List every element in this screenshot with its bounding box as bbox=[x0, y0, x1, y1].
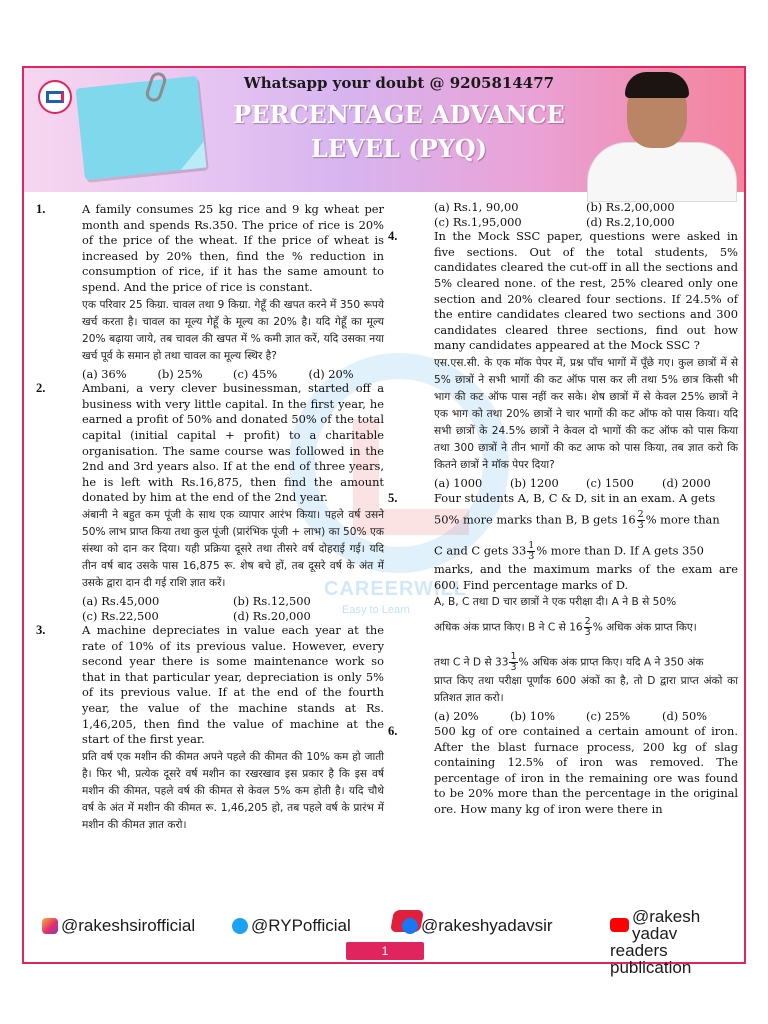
option-b: (b) Rs.12,500 bbox=[233, 593, 311, 608]
q5-text: % more than bbox=[645, 512, 720, 527]
option-a: (a) 20% bbox=[434, 709, 479, 724]
instagram-icon bbox=[42, 918, 58, 934]
instagram-handle[interactable] bbox=[42, 916, 195, 936]
brand-logo bbox=[38, 80, 72, 114]
question-3-options bbox=[388, 200, 738, 229]
fraction bbox=[509, 652, 517, 673]
options bbox=[434, 476, 738, 491]
question-text-hi: एक परिवार 25 किग्रा. चावल तथा 9 किग्रा. गेहूँ की खपत करने में 350 रूपये खर्च करता है। चावल का मूल्य गेहूँ के मूल्य का 20% है। यदि गेहूँ का मूल्य 20% बढ़ाया जाये, तब चावल की खपत में % कमी ज्ञात करें, यदि उसका नया खर्च पूर्व के समान हो तथा चावल का मूल्य स्थिर है? bbox=[82, 298, 384, 362]
question-text-hi: एस.एस.सी. के एक मॉक पेपर में, प्रश्न पाँच भागों में पूँछे गए। कुल छात्रों में से 5% छात्रों ने सभी भागों की कट ऑफ पास कर ली तथा 5% छात्र किसी भी भाग की कट ऑफ पास नहीं कर सके। शेष छात्रों में से केवल 25% छात्रों ने एक भाग को तथा 20% छात्रों ने चार भागों की कट ऑफ को पास किया। यदि सभी छात्रों के 24.5% छात्रों ने केवल दो भागों की कट ऑफ को पास किया तथा 300 छात्रों ने तीन भागों की कट आफ को पास किया, तब ज्ञात करो कि कितने छात्रों ने मॉक पेपर दिया? bbox=[434, 356, 738, 471]
question-1 bbox=[36, 202, 384, 381]
question-2 bbox=[36, 381, 384, 623]
question-number: 2. bbox=[36, 381, 46, 396]
fraction-denominator: 3 bbox=[584, 627, 591, 639]
fraction-numerator: 2 bbox=[637, 509, 644, 521]
twitter-icon bbox=[232, 918, 248, 934]
watermark-tagline: Easy to Learn bbox=[342, 604, 410, 616]
question-number: 3. bbox=[36, 623, 46, 638]
option-d: (d) 50% bbox=[662, 709, 708, 724]
question-6 bbox=[388, 724, 738, 818]
option-a: (a) Rs.1, 90,00 bbox=[434, 200, 519, 214]
youtube-icon bbox=[610, 918, 629, 932]
q5-hi-line-1: A, B, C तथा D चार छात्रों ने एक परीक्षा दी। A ने B से 50% bbox=[434, 596, 677, 609]
fraction bbox=[527, 541, 535, 562]
presenter-shirt bbox=[587, 142, 737, 202]
q5-text: 50% more marks than B, B gets 16 bbox=[434, 512, 636, 527]
header-banner bbox=[24, 68, 744, 192]
facebook-handle[interactable] bbox=[402, 916, 553, 936]
question-text-en: A machine depreciates in value each year at the rate of 10% of its previous value. However, every second year there is some maintenance work so that in that particular year, depreciation is only 5% of its previous value. If at the end of the fourth year, the value of the machine stands at Rs. 1,46,205, then find the value of machine at the start of the first year. bbox=[82, 623, 384, 747]
worksheet-page bbox=[22, 66, 746, 977]
option-a: (a) 36% bbox=[82, 366, 127, 381]
facebook-label: @rakeshyadavsir bbox=[421, 916, 553, 935]
q5-tail: marks, and the maximum marks of the exam are 600. Find percentage marks of D. bbox=[434, 562, 738, 592]
option-c: (c) 1500 bbox=[586, 475, 634, 490]
option-a: (a) 1000 bbox=[434, 475, 483, 490]
q5-hi-line-2 bbox=[434, 617, 738, 638]
question-number: 5. bbox=[388, 490, 398, 505]
option-c: (c) Rs.22,500 bbox=[82, 608, 159, 623]
question-4 bbox=[388, 229, 738, 490]
fraction-numerator: 1 bbox=[528, 540, 535, 552]
option-d: (d) 20% bbox=[308, 366, 354, 381]
question-text-hi: प्रति वर्ष एक मशीन की कीमत अपने पहले की कीमत की 10% कम हो जाती है। फिर भी, प्रत्येक दूसरे वर्ष मशीन का रखरखाव इस प्रकार है कि इस वर्ष मशीन की कीमत, पहले वर्ष की कीमत से केवल 5% कम होती है। यदि चौथे वर्ष के अंत में मशीन की कीमत रू. 1,46,205 हो, तब पहले वर्ष के प्रारंभ में मशीन की कीमत ज्ञात करो। bbox=[82, 750, 384, 831]
q5-line-2 bbox=[434, 510, 738, 531]
q5-hi-line-3 bbox=[434, 652, 738, 673]
fraction-numerator: 1 bbox=[510, 651, 517, 663]
fraction bbox=[584, 617, 592, 638]
question-number: 1. bbox=[36, 202, 46, 216]
options bbox=[434, 200, 738, 229]
q5-hi-text: % अधिक अंक प्राप्त किए। bbox=[592, 621, 697, 634]
twitter-handle[interactable] bbox=[232, 916, 351, 936]
question-3 bbox=[36, 623, 384, 834]
youtube-handle[interactable] bbox=[610, 908, 744, 976]
publication-label: readers publication bbox=[610, 941, 692, 977]
q5-hi-text: तथा C ने D से 33 bbox=[434, 656, 509, 669]
title-line-1: PERCENTAGE ADVANCE bbox=[233, 100, 565, 129]
youtube-row bbox=[610, 908, 744, 942]
option-b: (b) 10% bbox=[510, 709, 556, 724]
options bbox=[434, 709, 738, 724]
presenter-hair bbox=[625, 72, 689, 98]
fraction-denominator: 3 bbox=[510, 662, 517, 674]
notepad-illustration bbox=[76, 76, 207, 180]
fraction-denominator: 3 bbox=[528, 551, 535, 563]
q5-line-3 bbox=[434, 541, 738, 562]
option-d: (d) Rs.20,000 bbox=[233, 608, 311, 623]
option-b: (b) Rs.2,00,000 bbox=[586, 200, 675, 214]
fraction-denominator: 3 bbox=[637, 520, 644, 532]
whatsapp-line: Whatsapp your doubt @ 9205814477 bbox=[243, 74, 555, 92]
question-number: 6. bbox=[388, 723, 398, 738]
left-column bbox=[36, 202, 384, 834]
option-b: (b) 25% bbox=[157, 366, 203, 381]
page-title bbox=[194, 98, 604, 166]
fraction bbox=[637, 510, 645, 531]
question-text-hi bbox=[434, 594, 738, 707]
question-text-en: A family consumes 25 kg rice and 9 kg wheat per month and spends Rs.350. The price of rice is 20% of the price of the wheat. If the price of wheat is increased by 20% then, find the % reduction in consumption of rice, if it has the same amount to spend. And the price of rice is constant. bbox=[82, 202, 384, 294]
q5-hi-text: % अधिक अंक प्राप्त किए। यदि A ने 350 अंक bbox=[518, 656, 704, 669]
options bbox=[82, 367, 384, 382]
option-d: (d) 2000 bbox=[662, 475, 711, 490]
q5-text: % more than D. If A gets 350 bbox=[536, 543, 704, 558]
option-d: (d) Rs.2,10,000 bbox=[586, 214, 675, 229]
options bbox=[82, 594, 384, 623]
option-c: (c) 25% bbox=[586, 709, 631, 724]
twitter-label: @RYPofficial bbox=[251, 916, 351, 935]
option-c: (c) Rs.1,95,000 bbox=[434, 214, 522, 229]
option-a: (a) Rs.45,000 bbox=[82, 593, 160, 608]
option-b: (b) 1200 bbox=[510, 475, 559, 490]
question-text-en: In the Mock SSC paper, questions were asked in five sections. Out of the total students, 5% candidates cleared the cut-off in all the sections and 5% cleared none. of the rest, 25% cleared only one section and 20% cleared four sections. If 24.5% of the entire candidates cleared two sections and 300 candidates cleared three sections, find out how many candidates appeared at the Mock SSC ? bbox=[434, 229, 738, 353]
facebook-icon bbox=[402, 918, 418, 934]
q5-line-1: Four students A, B, C & D, sit in an exam. A gets bbox=[434, 490, 716, 505]
question-text-en: 500 kg of ore contained a certain amount of iron. After the blast furnace process, 200 kg of slag containing 12.5% of iron was removed. The percentage of iron in the remaining ore was found to be 20% more than the percentage in the original ore. How many kg of iron were there in bbox=[434, 723, 738, 816]
q5-text: C and C gets 33 bbox=[434, 543, 527, 558]
presenter-photo bbox=[579, 68, 744, 192]
youtube-label: @rakesh yadav bbox=[631, 907, 701, 943]
title-line-2: LEVEL (PYQ) bbox=[310, 134, 488, 163]
instagram-label: @rakeshsirofficial bbox=[61, 916, 196, 935]
q5-hi-text: अधिक अंक प्राप्त किए। B ने C से 16 bbox=[434, 621, 583, 634]
watermark-brand: CAREERWILL bbox=[324, 578, 467, 600]
right-column bbox=[388, 198, 738, 817]
question-number: 4. bbox=[388, 229, 398, 244]
brand-logo-mark bbox=[46, 91, 64, 103]
q5-hi-tail: प्राप्त किए तथा परीक्षा पूर्णांक 600 अंकों का है, तो D द्वारा प्राप्त अंको का प्रतिशत ज्ञात करो। bbox=[434, 675, 738, 705]
option-c: (c) 45% bbox=[233, 366, 278, 381]
question-text-en: Ambani, a very clever businessman, started off a business with very little capital. In the first year, he earned a profit of 50% and donated 50% of the total capital (initial capital + profit) to a charitable organisation. The same course was followed in the 2nd and 3rd years also. If at the end of three years, he is left with Rs.16,875, then find the amount donated by him at the end of the 2nd year. bbox=[82, 381, 384, 505]
question-5 bbox=[388, 491, 738, 724]
page-number: 1 bbox=[346, 942, 424, 960]
question-text-hi: अंबानी ने बहुत कम पूंजी के साथ एक व्यापार आरंभ किया। पहले वर्ष उसने 50% लाभ प्राप्त किया तथा कुल पूंजी (प्रारंभिक पूंजी + लाभ) का 50% एक संस्था को दान कर दिया। यही प्रक्रिया दूसरे तथा तीसरे वर्ष दोहराई गई। यदि तीन वर्ष बाद उसके पास 16,875 रू. शेष बचे हों, तब दूसरे वर्ष के अंत में उसके द्वारा दान दी गई राशि ज्ञात करें। bbox=[82, 508, 384, 589]
fraction-numerator: 2 bbox=[584, 616, 591, 628]
question-text-en bbox=[434, 491, 738, 594]
